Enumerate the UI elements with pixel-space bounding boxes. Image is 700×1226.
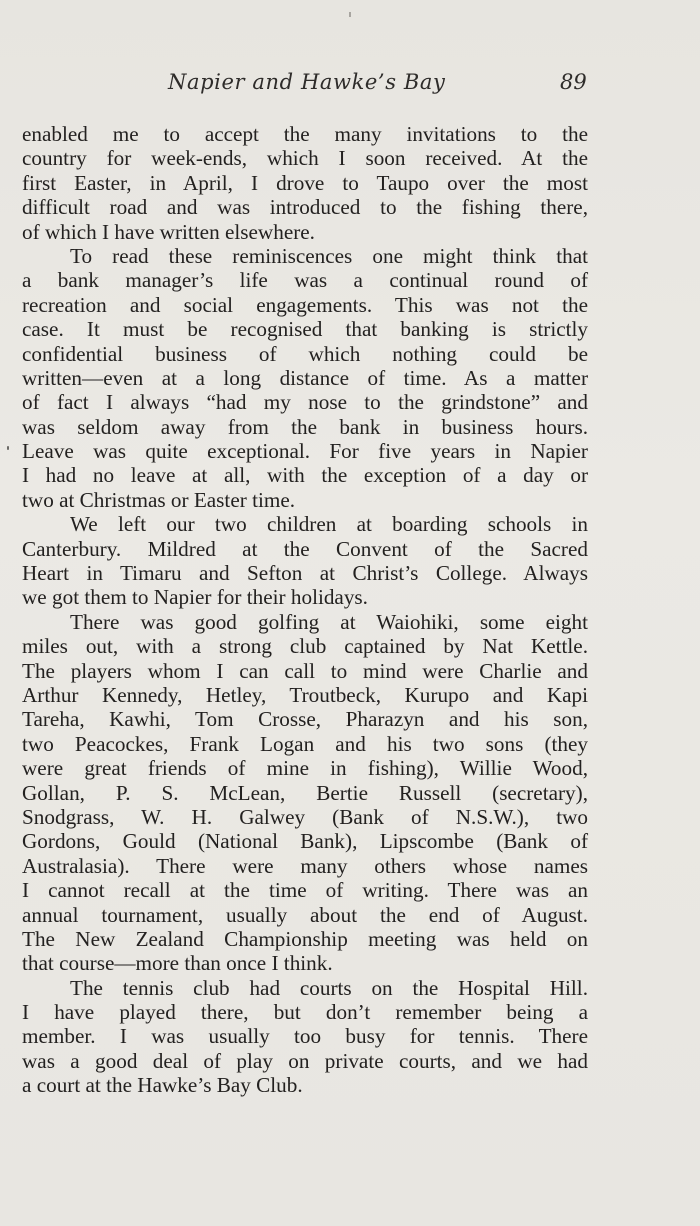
paragraph <box>22 512 588 610</box>
text-line: We left our two children at boarding schools in <box>70 512 588 537</box>
text-line: member. I was usually too busy for tennis. There <box>22 1024 588 1049</box>
text-line: two Peacockes, Frank Logan and his two sons (they <box>22 731 588 756</box>
text-line: was seldom away from the bank in business hours. <box>22 414 588 439</box>
paragraph <box>22 976 588 1098</box>
text-line: The players whom I can call to mind were Charlie and <box>22 658 588 683</box>
text-line: country for week-ends, which I soon received. At the <box>22 146 588 171</box>
text-line: There was good golfing at Waiohiki, some eight <box>70 609 588 634</box>
text-line: The tennis club had courts on the Hospital Hill. <box>70 975 588 1000</box>
text-line: The New Zealand Championship meeting was held on <box>22 926 588 951</box>
text-line: we got them to Napier for their holidays. <box>22 585 368 610</box>
text-line: written—even at a long distance of time. As a matter <box>22 365 588 390</box>
text-line: I have played there, but don’t remember being a <box>22 1000 588 1025</box>
text-line: that course—more than once I think. <box>22 951 333 976</box>
body-text <box>22 122 588 1098</box>
text-line: Australasia). There were many others whose names <box>22 853 588 878</box>
text-line: miles out, with a strong club captained by Nat Kettle. <box>22 634 588 659</box>
text-line: Tareha, Kawhi, Tom Crosse, Pharazyn and his son, <box>22 707 588 732</box>
text-line: enabled me to accept the many invitations to the <box>22 122 588 146</box>
text-line: Heart in Timaru and Sefton at Christ’s College. Always <box>22 561 588 586</box>
text-line: Leave was quite exceptional. For five years in Napier <box>22 439 588 464</box>
page-speck <box>349 12 351 17</box>
running-title: Napier and Hawke’s Bay <box>168 70 446 94</box>
text-line: first Easter, in April, I drove to Taupo over the most <box>22 170 588 195</box>
text-line: was a good deal of play on private courts, and we had <box>22 1048 588 1073</box>
text-line: I had no leave at all, with the exception of a day or <box>22 463 588 488</box>
running-header <box>0 70 700 104</box>
paragraph <box>22 244 588 512</box>
paragraph <box>22 610 588 976</box>
text-line: recreation and social engagements. This was not the <box>22 292 588 317</box>
text-line: of fact I always “had my nose to the grindstone” and <box>22 390 588 415</box>
text-line: Snodgrass, W. H. Galwey (Bank of N.S.W.), two <box>22 804 588 829</box>
text-line: confidential business of which nothing could be <box>22 341 588 366</box>
margin-speck <box>7 446 9 450</box>
text-line: annual tournament, usually about the end of August. <box>22 902 588 927</box>
paragraph <box>22 122 588 244</box>
text-line: a bank manager’s life was a continual round of <box>22 268 588 293</box>
text-line: I cannot recall at the time of writing. There was an <box>22 878 588 903</box>
text-line: Arthur Kennedy, Hetley, Troutbeck, Kurupo and Kapi <box>22 682 588 707</box>
text-line: of which I have written elsewhere. <box>22 219 315 244</box>
text-line: To read these reminiscences one might think that <box>70 243 588 268</box>
text-line: case. It must be recognised that banking is strictly <box>22 317 588 342</box>
text-line: Canterbury. Mildred at the Convent of the Sacred <box>22 536 588 561</box>
text-line: a court at the Hawke’s Bay Club. <box>22 1073 303 1098</box>
text-line: Gollan, P. S. McLean, Bertie Russell (secretary), <box>22 780 588 805</box>
text-line: difficult road and was introduced to the fishing there, <box>22 195 588 220</box>
page-number: 89 <box>560 70 587 94</box>
text-line: Gordons, Gould (National Bank), Lipscombe (Bank of <box>22 829 588 854</box>
text-line: two at Christmas or Easter time. <box>22 487 296 512</box>
text-line: were great friends of mine in fishing), Willie Wood, <box>22 756 588 781</box>
